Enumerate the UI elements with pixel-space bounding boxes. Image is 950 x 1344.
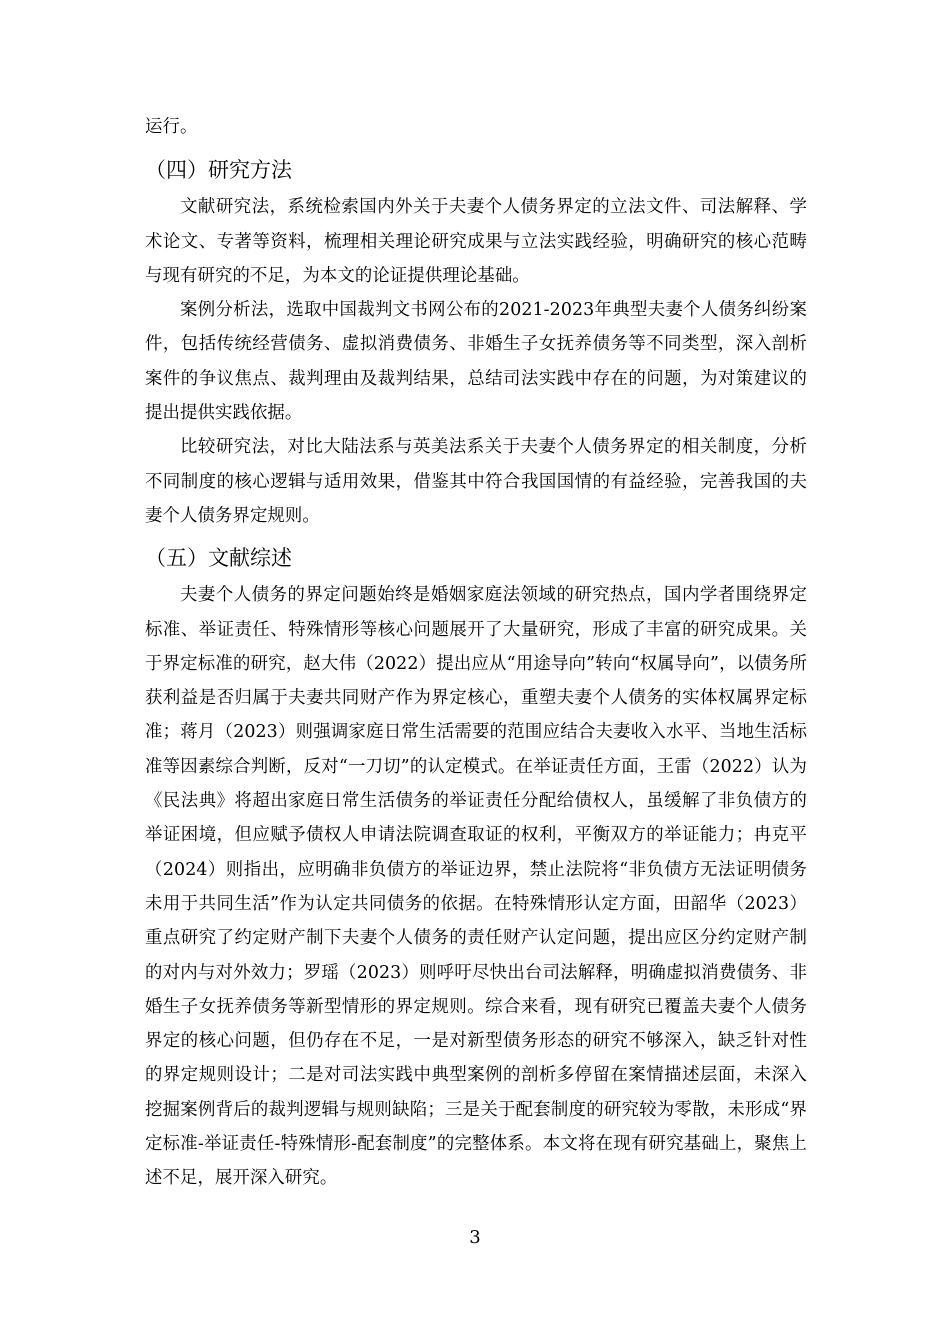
- paragraph-comparative-research: 比较研究法，对比大陆法系与英美法系关于夫妻个人债务界定的相关制度，分析不同制度的核心逻辑与适用效果，借鉴其中符合我国国情的有益经验，完善我国的夫妻个人债务界定规则。: [145, 437, 807, 526]
- paragraph-case-analysis: 案例分析法，选取中国裁判文书网公布的2021-2023年典型夫妻个人债务纠纷案件，包括传统经营债务、虚拟消费债务、非婚生子女抚养债务等不同类型，深入剖析案件的争议焦点、裁判理由及裁判结果，总结司法实践中存在的问题，为对策建议的提出提供实践依据。: [145, 300, 807, 424]
- page-body: [145, 110, 807, 1196]
- page-number: 3: [469, 1227, 481, 1248]
- section-heading-literature-review: （五）文献综述: [145, 546, 292, 571]
- continuation-paragraph: 运行。: [145, 117, 198, 137]
- paragraph-literature-review: 夫妻个人债务的界定问题始终是婚姻家庭法领域的研究热点，国内学者围绕界定标准、举证责任、特殊情形等核心问题展开了大量研究，形成了丰富的研究成果。关于界定标准的研究，赵大伟（2022）提出应从“用途导向”转向“权属导向”，以债务所获利益是否归属于夫妻共同财产作为界定核心，重塑夫妻个人债务的实体权属界定标准；蒋月（2023）则强调家庭日常生活需要的范围应结合夫妻收入水平、当地生活标准等因素综合判断，反对“一刀切”的认定模式。在举证责任方面，王雷（2022）认为《民法典》将超出家庭日常生活债务的举证责任分配给债权人，虽缓解了非负债方的举证困境，但应赋予债权人申请法院调查取证的权利，平衡双方的举证能力；冉克平（2024）则指出，应明确非负债方的举证边界，禁止法院将“非负债方无法证明债务未用于共同生活”作为认定共同债务的依据。在特殊情形认定方面，田韶华（2023）重点研究了约定财产制下夫妻个人债务的责任财产认定问题，提出应区分约定财产制的对内与对外效力；罗瑶（2023）则呼吁尽快出台司法解释，明确虚拟消费债务、非婚生子女抚养债务等新型情形的界定规则。综合来看，现有研究已覆盖夫妻个人债务界定的核心问题，但仍存在不足，一是对新型债务形态的研究不够深入，缺乏针对性的界定规则设计；二是对司法实践中典型案例的剖析多停留在案情描述层面，未深入挖掘案例背后的裁判逻辑与规则缺陷；三是关于配套制度的研究较为零散，未形成“界定标准-举证责任-特殊情形-配套制度”的完整体系。本文将在现有研究基础上，聚焦上述不足，展开深入研究。: [145, 585, 807, 1189]
- paragraph-literature-research: 文献研究法，系统检索国内外关于夫妻个人债务界定的立法文件、司法解释、学术论文、专著等资料，梳理相关理论研究成果与立法实践经验，明确研究的核心范畴与现有研究的不足，为本文的论证提供理论基础。: [145, 197, 807, 286]
- section-heading-research-methods: （四）研究方法: [145, 158, 292, 183]
